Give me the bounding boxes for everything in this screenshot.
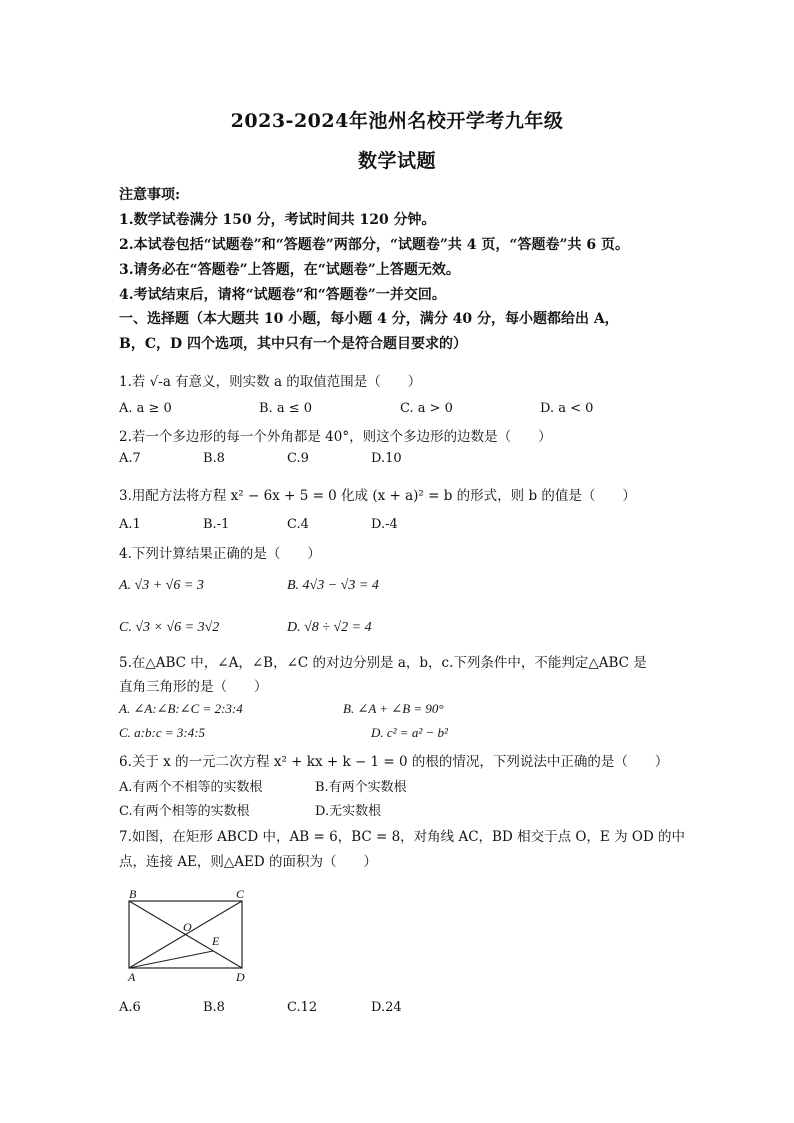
question-6-option-c: C.有两个相等的实数根 [119, 804, 250, 819]
question-6-stem: 6.关于 x 的一元二次方程 x² + kx + k − 1 = 0 的根的情况，下列说法中正确的是（ ） [119, 754, 669, 770]
question-4-option-c: C. √3 × √6 = 3√2 [119, 620, 220, 635]
question-2-option-d: D.10 [371, 451, 402, 466]
exam-title: 2023-2024年池州名校开学考九年级 [230, 110, 564, 132]
question-5-option-c: C. a:b:c = 3:4:5 [119, 725, 206, 740]
question-7-stem-line1: 7.如图，在矩形 ABCD 中，AB = 6，BC = 8，对角线 AC，BD 相交于点 O，E 为 OD 的中 [119, 829, 686, 845]
question-4-option-a: A. √3 + √6 = 3 [119, 578, 204, 593]
notice-item-3: 3.请务必在“答题卷”上答题，在“试题卷”上答题无效。 [119, 262, 460, 278]
notice-item-4: 4.考试结束后，请将“试题卷”和“答题卷”一并交回。 [119, 287, 446, 303]
question-4-stem: 4.下列计算结果正确的是（ ） [119, 546, 321, 562]
question-5-option-b: B. ∠A + ∠B = 90° [343, 701, 444, 716]
question-7-option-b: B.8 [203, 1000, 225, 1015]
question-3-option-c: C.4 [287, 517, 309, 532]
notice-item-2: 2.本试卷包括“试题卷”和“答题卷”两部分，“试题卷”共 4 页，“答题卷”共 6 页。 [119, 237, 630, 253]
question-1-option-b: B. a ≤ 0 [259, 401, 312, 416]
question-3-option-a: A.1 [119, 517, 141, 532]
question-2-option-a: A.7 [119, 451, 141, 466]
section-heading-line1: 一、选择题（本大题共 10 小题，每小题 4 分，满分 40 分，每小题都给出 A， [119, 311, 619, 327]
question-2-option-c: C.9 [287, 451, 309, 466]
question-6-option-a: A.有两个不相等的实数根 [119, 780, 263, 795]
notice-item-1: 1.数学试卷满分 150 分，考试时间共 120 分钟。 [119, 212, 436, 228]
question-4-option-d: D. √8 ÷ √2 = 4 [287, 620, 372, 635]
question-2-stem: 2.若一个多边形的每一个外角都是 40°，则这个多边形的边数是（ ） [119, 429, 552, 445]
section-heading-line2: B，C，D 四个选项，其中只有一个是符合题目要求的） [119, 336, 467, 352]
label-b: B [129, 887, 137, 901]
question-3-stem: 3.用配方法将方程 x² − 6x + 5 = 0 化成 (x + a)² = b 的形式，则 b 的值是（ ） [119, 488, 636, 504]
question-1-option-a: A. a ≥ 0 [119, 401, 172, 416]
question-5-option-a: A. ∠A:∠B:∠C = 2:3:4 [119, 701, 243, 716]
question-7-stem-line2: 点，连接 AE，则△AED 的面积为（ ） [119, 854, 377, 870]
question-6-option-d: D.无实数根 [315, 804, 382, 819]
question-7-option-d: D.24 [371, 1000, 402, 1015]
notice-heading: 注意事项: [119, 187, 181, 203]
label-a: A [128, 970, 136, 984]
label-c: C [236, 887, 245, 901]
question-2-option-b: B.8 [203, 451, 225, 466]
question-7-option-c: C.12 [287, 1000, 318, 1015]
label-e: E [212, 934, 220, 948]
question-7-option-a: A.6 [119, 1000, 141, 1015]
question-1-option-c: C. a > 0 [400, 401, 453, 416]
question-5-option-d: D. c² = a² − b² [371, 725, 448, 740]
question-3-option-d: D.-4 [371, 517, 398, 532]
rectangle-figure [120, 884, 260, 988]
label-d: D [236, 970, 245, 984]
exam-subtitle: 数学试题 [357, 150, 436, 172]
question-6-option-b: B.有两个实数根 [315, 780, 407, 795]
question-1-option-d: D. a < 0 [540, 401, 594, 416]
segment-ae [129, 951, 213, 968]
question-1-stem: 1.若 √-a 有意义，则实数 a 的取值范围是（ ） [119, 374, 422, 390]
label-o: O [183, 920, 192, 934]
question-5-stem-line1: 5.在△ABC 中，∠A，∠B，∠C 的对边分别是 a，b，c.下列条件中，不能判定△ABC 是 [119, 655, 647, 671]
question-4-option-b: B. 4√3 − √3 = 4 [287, 578, 379, 593]
question-5-stem-line2: 直角三角形的是（ ） [119, 679, 268, 695]
question-3-option-b: B.-1 [203, 517, 230, 532]
